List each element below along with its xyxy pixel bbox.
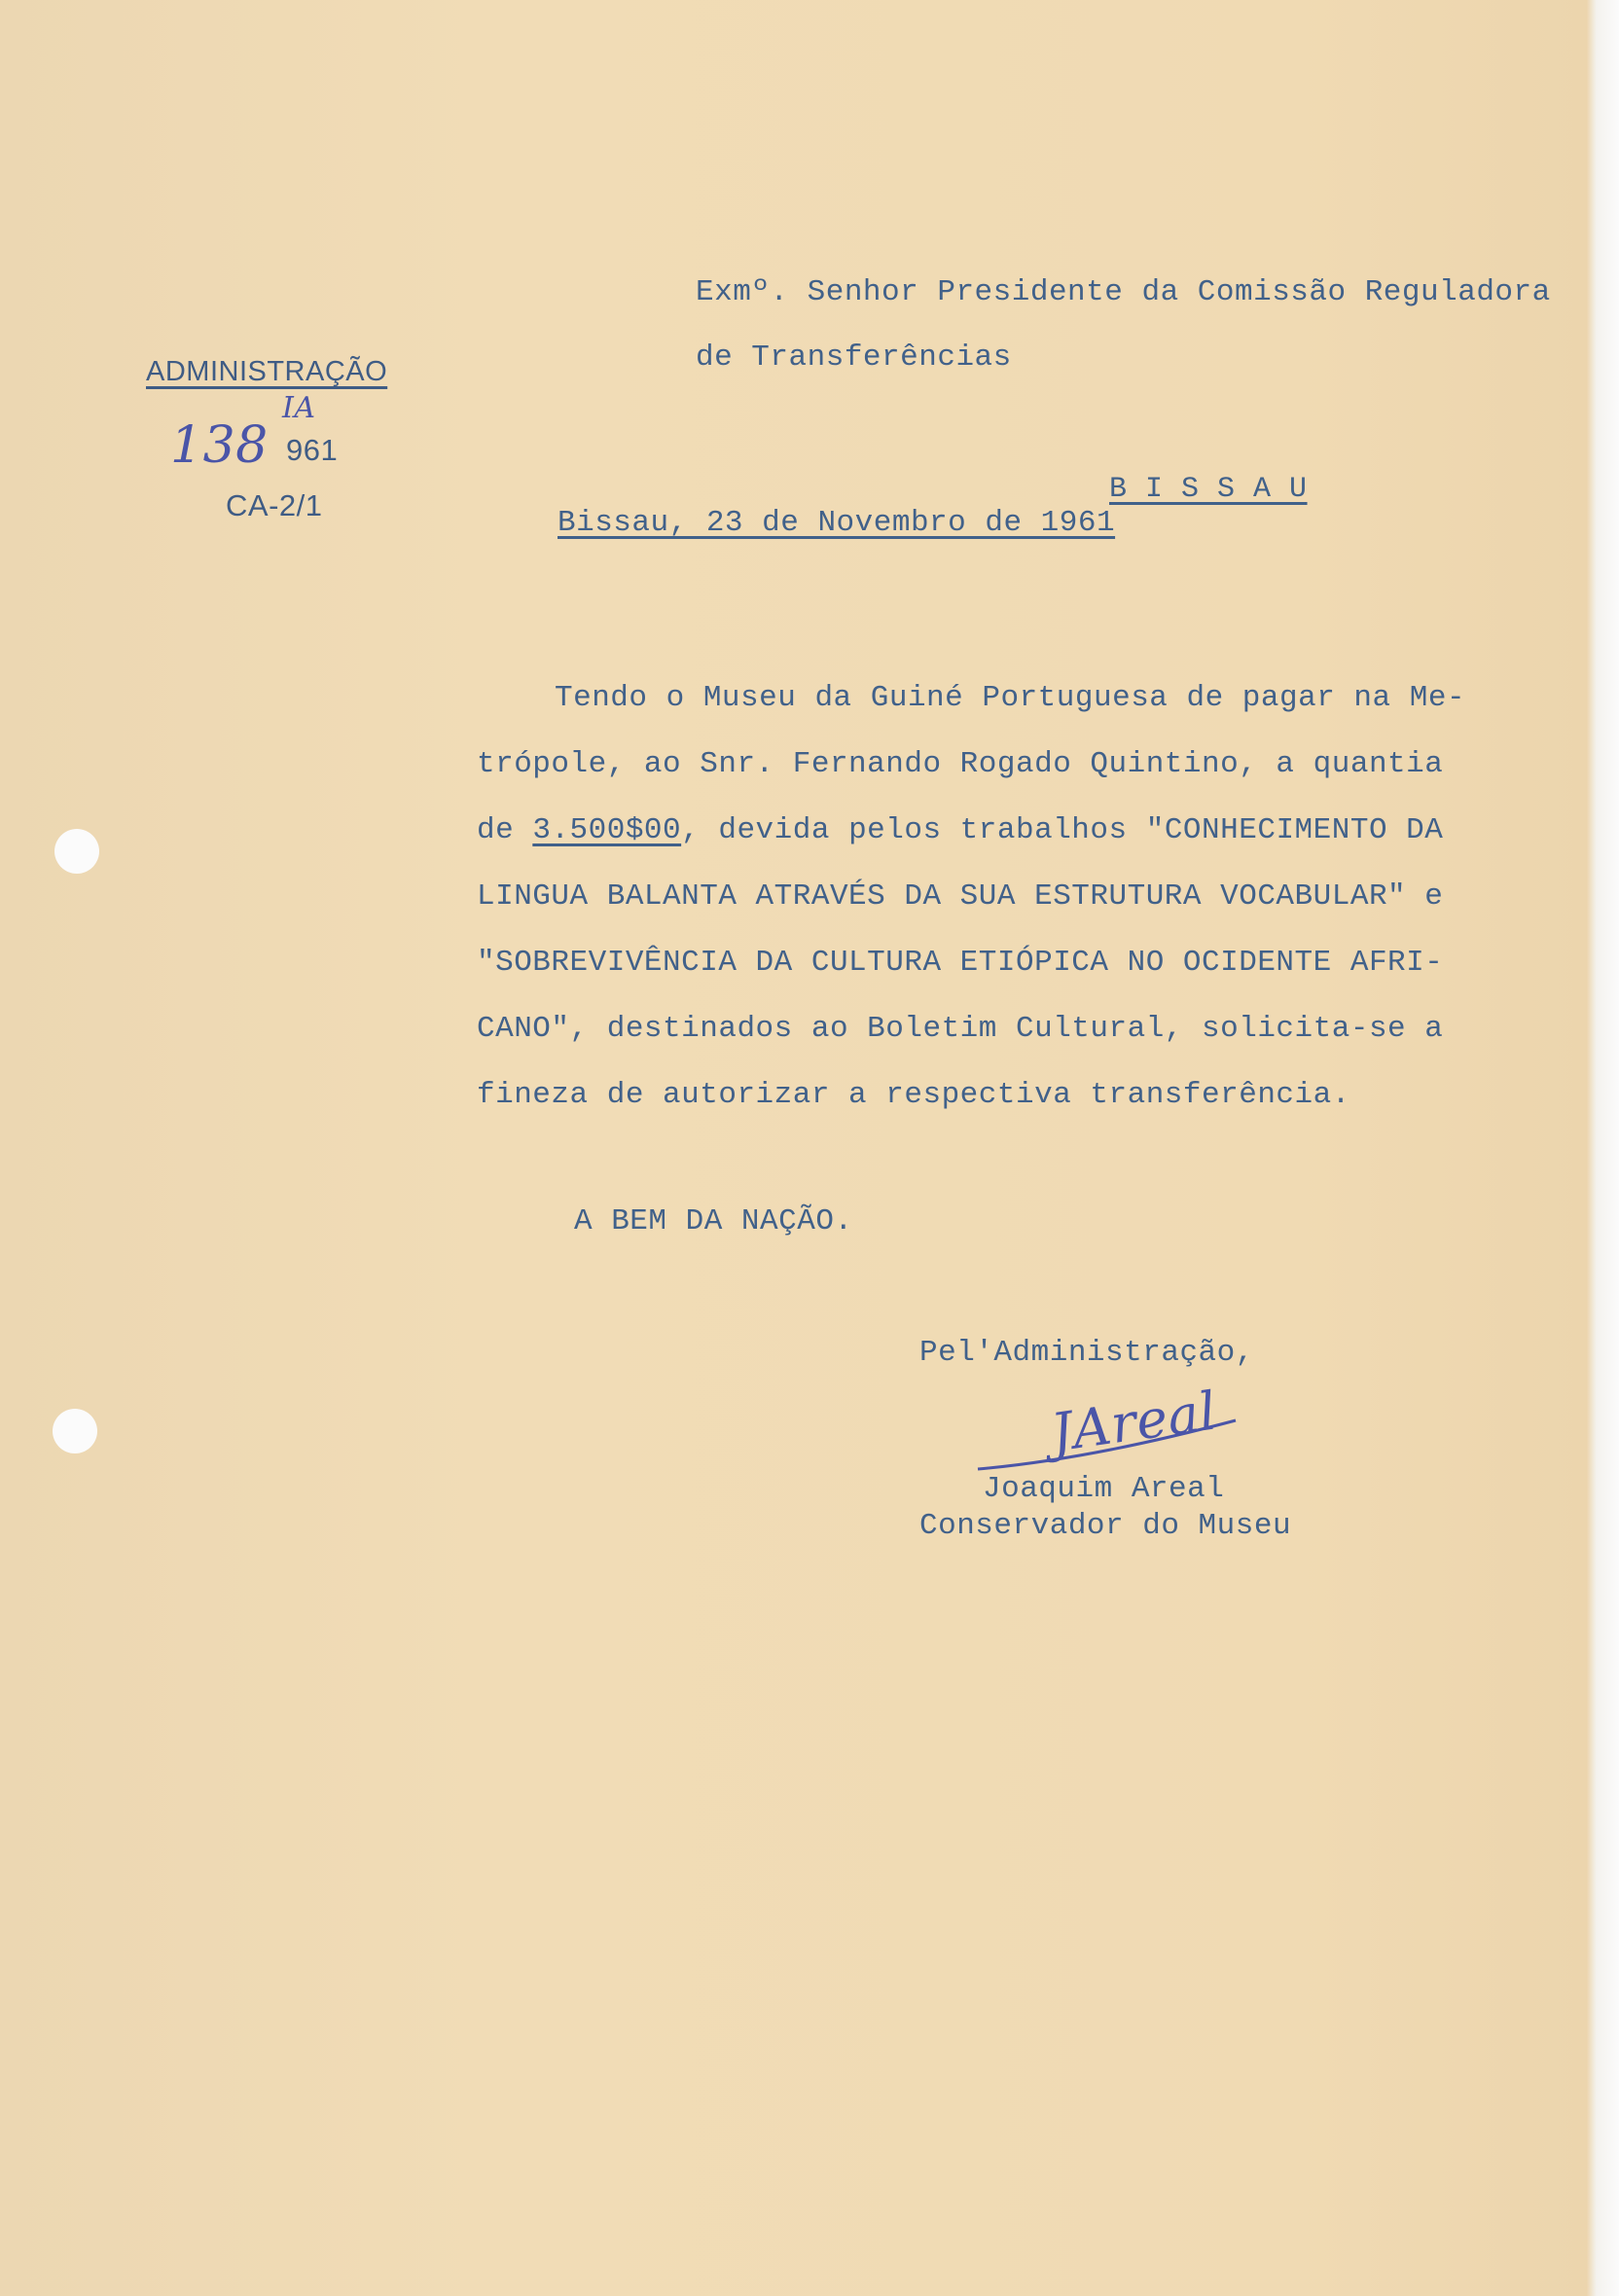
body-line: CANO", destinados ao Boletim Cultural, solicita-se a	[477, 1012, 1444, 1046]
date-line: Bissau, 23 de Novembro de 1961	[558, 506, 1116, 540]
body-line: Tendo o Museu da Guiné Portuguesa de pagar na Me-	[555, 681, 1466, 715]
punch-hole	[54, 829, 99, 874]
stamp-number: 138	[170, 416, 269, 475]
signatory-title: Conservador do Museu	[919, 1509, 1292, 1543]
stamp-year: 961	[286, 433, 339, 467]
stamp-annotation: IA	[282, 391, 316, 425]
body-line	[477, 813, 1443, 847]
closing: A BEM DA NAÇÃO.	[574, 1204, 853, 1238]
punch-hole	[53, 1409, 97, 1453]
place-stamp: B I S S A U	[1109, 473, 1308, 506]
addressee-line-1: Exmº. Senhor Presidente da Comissão Reguladora	[696, 275, 1551, 309]
signature-on-behalf: Pel'Administração,	[919, 1336, 1254, 1370]
handwritten-signature: JAreal	[1047, 1380, 1221, 1464]
signatory-name: Joaquim Areal	[983, 1472, 1225, 1506]
stamp-code: CA-2/1	[226, 488, 323, 522]
text: de	[477, 813, 533, 847]
addressee-line-2: de Transferências	[696, 341, 1012, 375]
body-line: trópole, ao Snr. Fernando Rogado Quintino, a quantia	[477, 747, 1444, 781]
stamp-department: ADMINISTRAÇÃO	[146, 356, 388, 387]
text: "CONHECIMENTO DA	[1145, 813, 1444, 847]
body-line: fineza de autorizar a respectiva transferência.	[477, 1078, 1350, 1112]
body-line: "SOBREVIVÊNCIA DA CULTURA ETIÓPICA NO OCIDENTE AFRI-	[477, 946, 1444, 980]
body-line: LINGUA BALANTA ATRAVÉS DA SUA ESTRUTURA VOCABULAR" e	[477, 879, 1444, 914]
text: , devida pelos trabalhos	[681, 813, 1146, 847]
amount: 3.500$00	[532, 813, 682, 847]
